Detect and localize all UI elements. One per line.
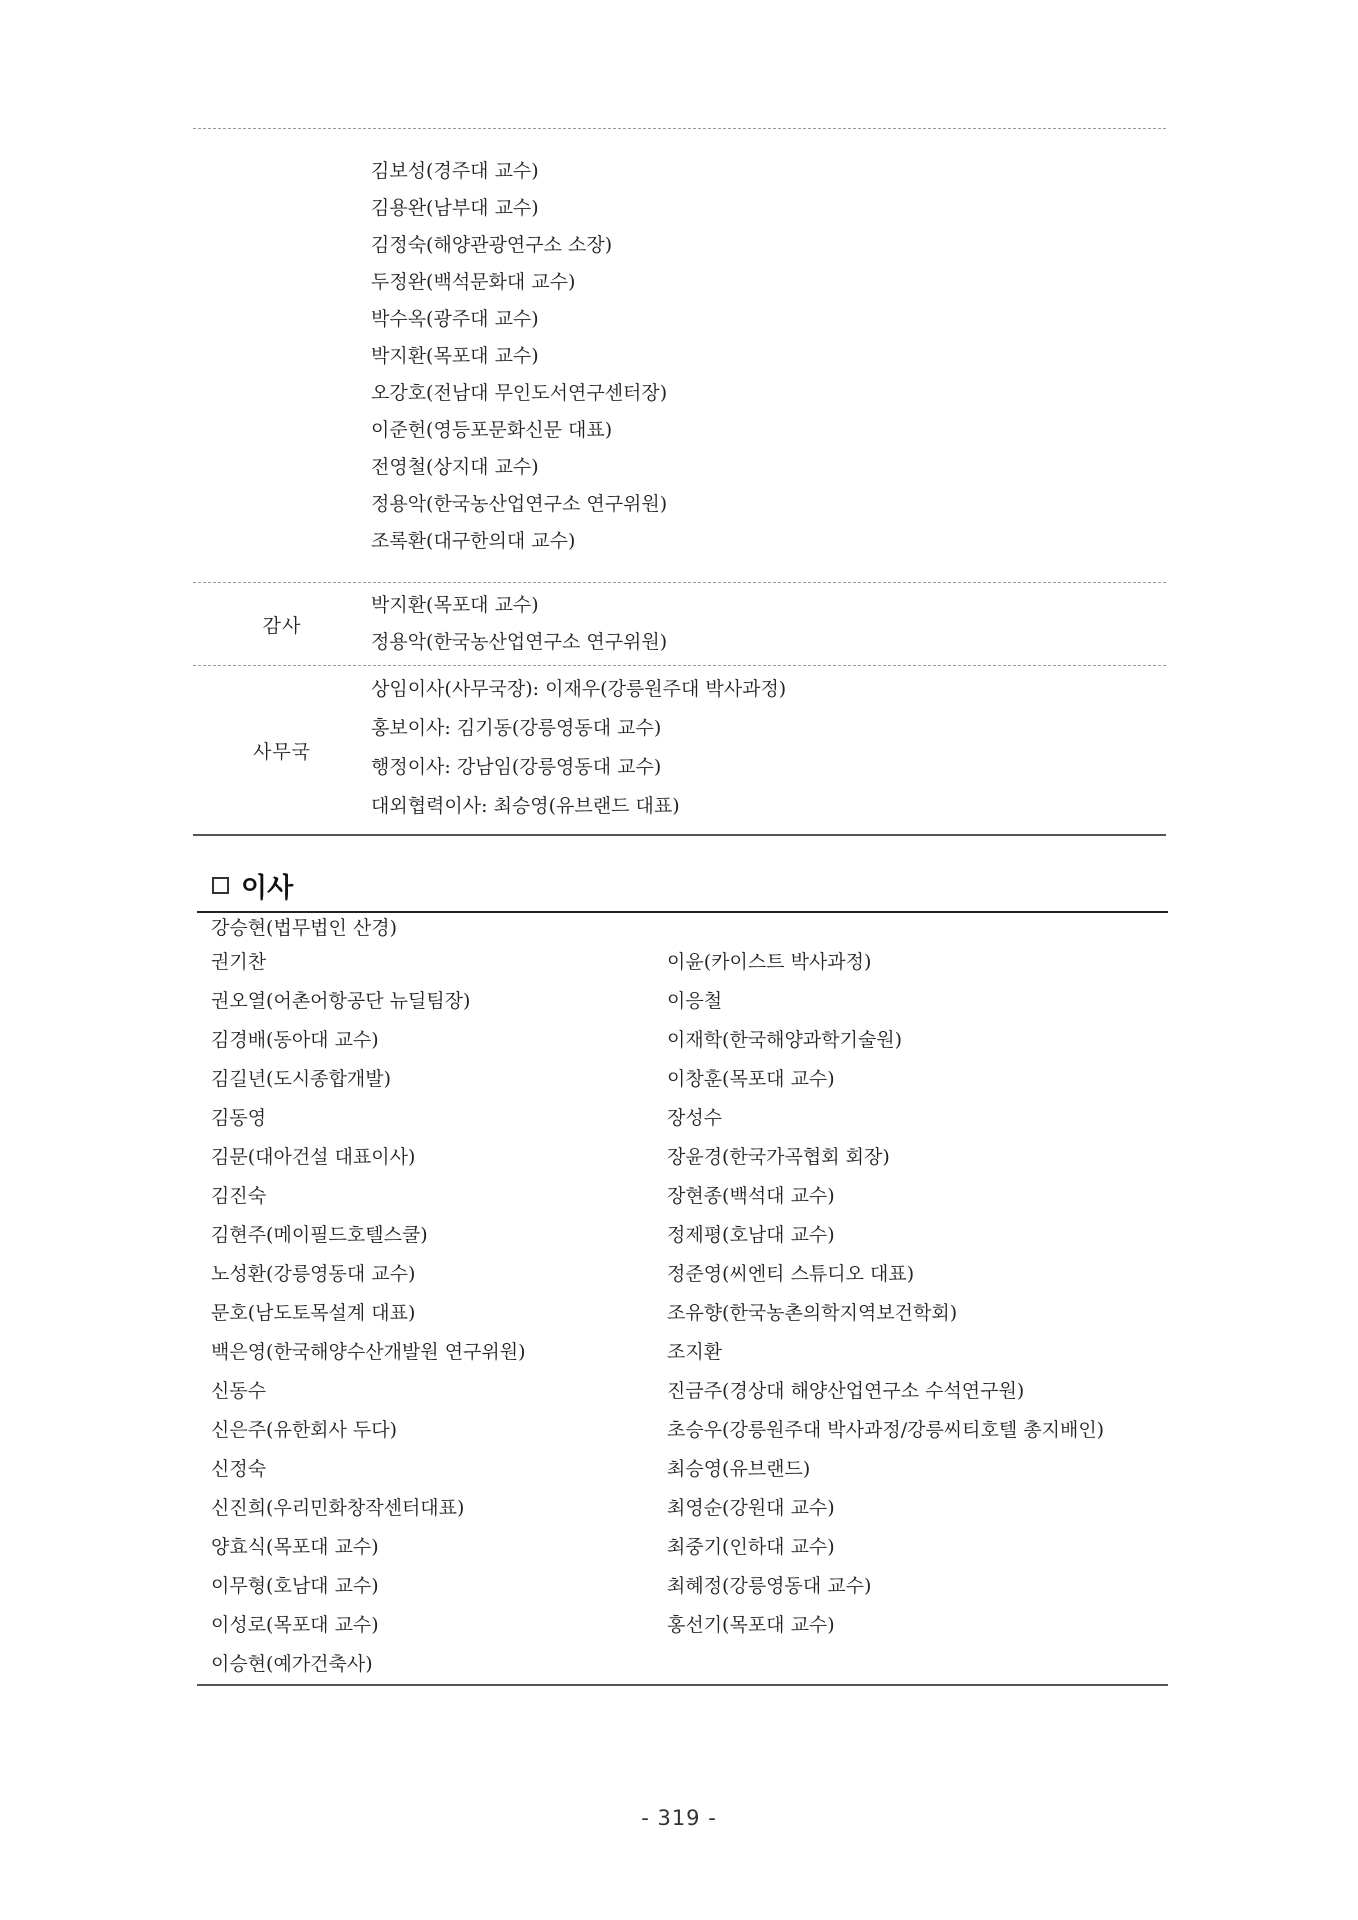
director-left: 신은주(유한회사 두다) [211,1419,398,1441]
member-item: 조록환(대구한의대 교수) [371,530,576,552]
director-right: 최영순(강원대 교수) [667,1497,835,1519]
office-item: 상임이사(사무국장): 이재우(강릉원주대 박사과정) [371,678,787,700]
director-left: 김경배(동아대 교수) [211,1029,379,1051]
director-left: 김진숙 [211,1185,267,1207]
organization-table [193,128,1166,836]
director-right: 정준영(씨엔티 스튜디오 대표) [667,1263,915,1285]
audit-item: 박지환(목포대 교수) [371,594,539,616]
director-right: 장성수 [667,1107,723,1129]
director-right: 이응철 [667,990,723,1012]
audit-list [371,583,1166,665]
office-row [193,665,1166,836]
director-left: 권기찬 [211,951,267,973]
director-right: 최중기(인하대 교수) [667,1536,835,1558]
office-list [371,666,1166,834]
director-left: 김동영 [211,1107,267,1129]
director-left: 강승현(법무법인 산경) [211,917,398,939]
director-left: 노성환(강릉영동대 교수) [211,1263,416,1285]
director-right: 최승영(유브랜드) [667,1458,811,1480]
member-item: 정용악(한국농산업연구소 연구위원) [371,493,668,515]
audit-label: 감사 [262,614,302,637]
member-item: 김용완(남부대 교수) [371,197,539,219]
member-item: 김보성(경주대 교수) [371,160,539,182]
member-item: 이준헌(영등포문화신문 대표) [371,419,613,441]
director-left: 이성로(목포대 교수) [211,1614,379,1636]
director-left: 양효식(목포대 교수) [211,1536,379,1558]
audit-row [193,582,1166,665]
director-left: 김현주(메이필드호텔스쿨) [211,1224,428,1246]
director-left: 이무형(호남대 교수) [211,1575,379,1597]
director-left: 백은영(한국해양수산개발원 연구위원) [211,1341,526,1363]
director-left: 신정숙 [211,1458,267,1480]
directors-list [197,911,1168,1686]
director-right: 이창훈(목포대 교수) [667,1068,835,1090]
director-left: 김문(대아건설 대표이사) [211,1146,416,1168]
director-right [653,913,1168,943]
director-right: 초승우(강릉원주대 박사과정/강릉씨티호텔 총지배인) [667,1419,1105,1441]
audit-item: 정용악(한국농산업연구소 연구위원) [371,631,668,653]
director-right: 이재학(한국해양과학기술원) [667,1029,903,1051]
director-right: 이윤(카이스트 박사과정) [667,951,872,973]
member-item: 박지환(목포대 교수) [371,345,539,367]
page-number: - 319 - [641,1806,717,1830]
office-item: 홍보이사: 김기동(강릉영동대 교수) [371,717,662,739]
director-left: 신진희(우리민화창작센터대표) [211,1497,465,1519]
director-left: 이승현(예가건축사) [211,1653,373,1675]
office-item: 대외협력이사: 최승영(유브랜드 대표) [371,795,680,817]
members-label [193,129,371,582]
director-left: 문호(남도토목설계 대표) [211,1302,416,1324]
member-item: 박수옥(광주대 교수) [371,308,539,330]
director-right [653,1645,1168,1684]
director-right: 홍선기(목포대 교수) [667,1614,835,1636]
empty-square-icon [212,877,229,894]
section-heading [212,866,293,905]
office-label: 사무국 [252,740,312,763]
directors-grid [197,913,1168,1684]
director-right: 최혜정(강릉영동대 교수) [667,1575,872,1597]
director-right: 장윤경(한국가곡협회 회장) [667,1146,890,1168]
office-item: 행정이사: 강남임(강릉영동대 교수) [371,756,662,778]
member-item: 두정완(백석문화대 교수) [371,271,576,293]
member-item: 김정숙(해양관광연구소 소장) [371,234,613,256]
members-row [193,129,1166,582]
member-item: 전영철(상지대 교수) [371,456,539,478]
members-list [371,129,1166,582]
director-right: 조지환 [667,1341,723,1363]
director-right: 장현종(백석대 교수) [667,1185,835,1207]
director-left: 권오열(어촌어항공단 뉴딜팀장) [211,990,471,1012]
section-title: 이사 [241,873,294,904]
director-left: 김길년(도시종합개발) [211,1068,392,1090]
director-right: 정제평(호남대 교수) [667,1224,835,1246]
director-right: 진금주(경상대 해양산업연구소 수석연구원) [667,1380,1025,1402]
director-right: 조유향(한국농촌의학지역보건학회) [667,1302,958,1324]
director-left: 신동수 [211,1380,267,1402]
member-item: 오강호(전남대 무인도서연구센터장) [371,382,668,404]
